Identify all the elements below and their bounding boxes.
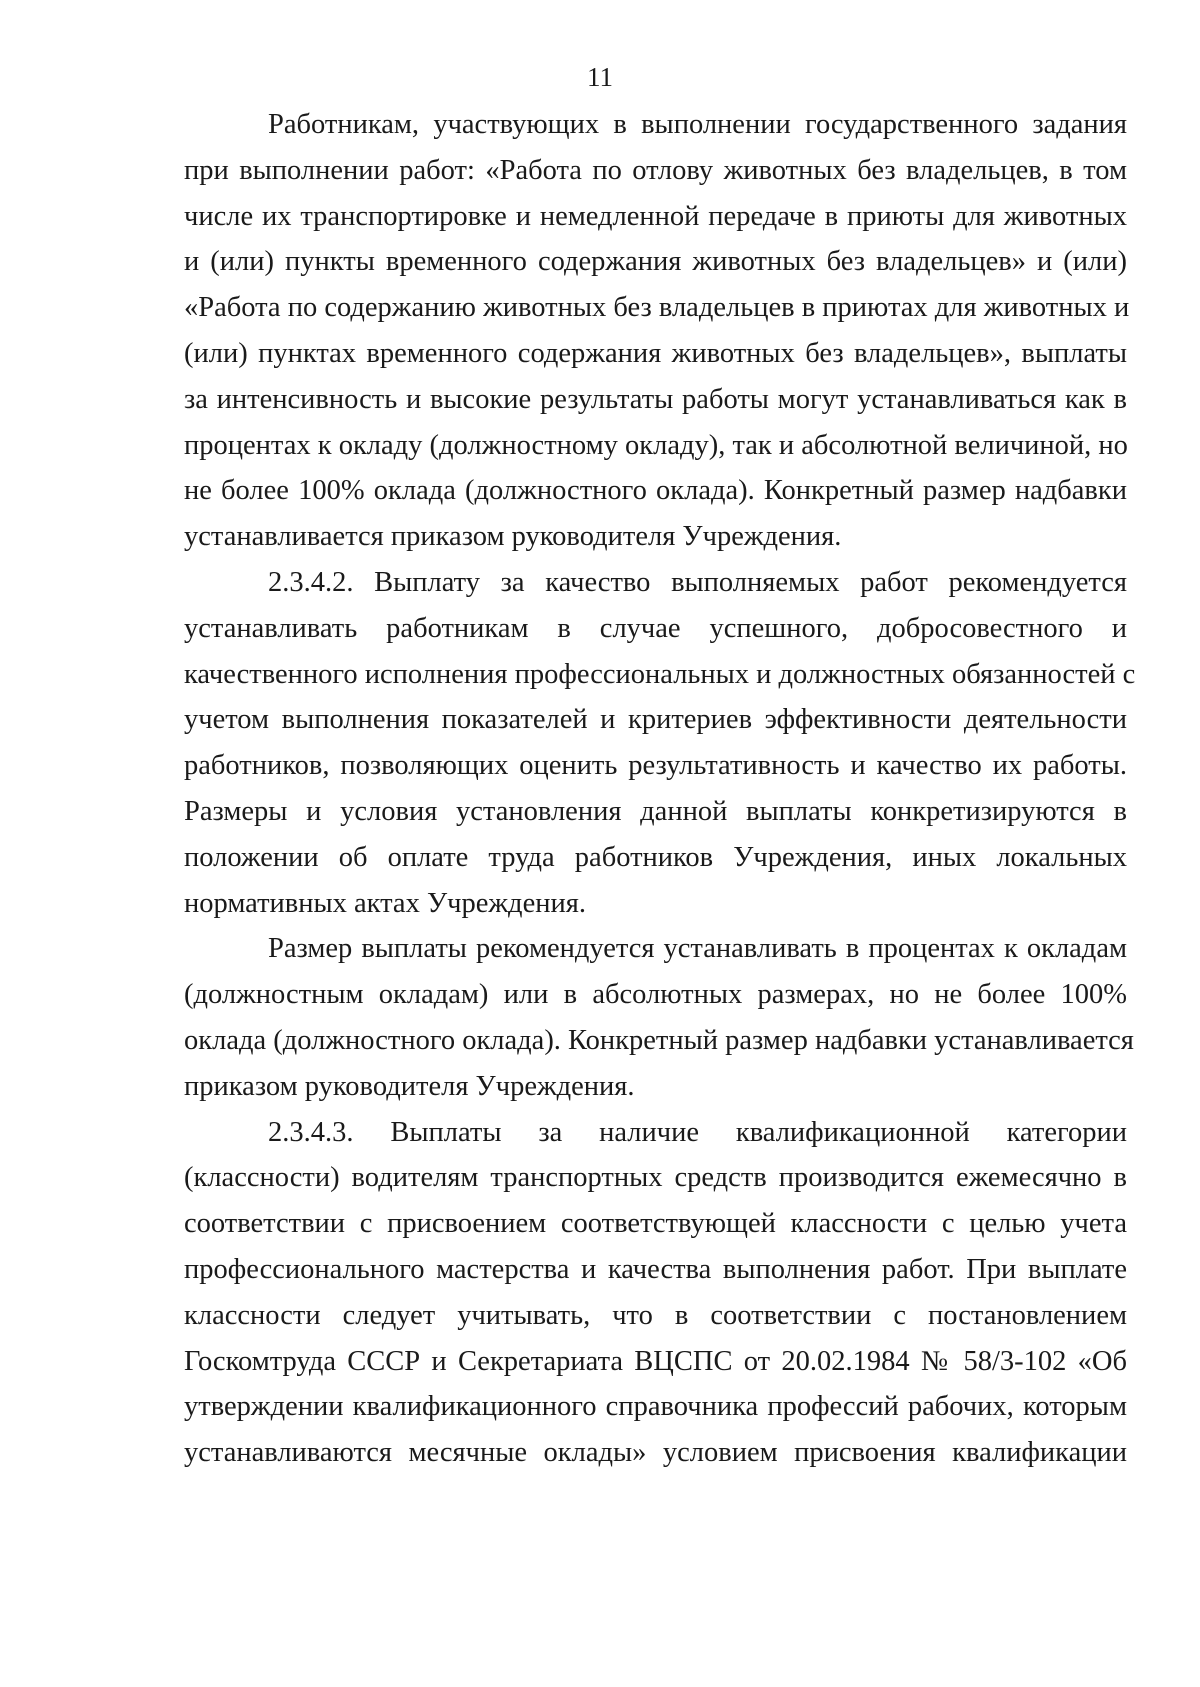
- text-line: не более 100% оклада (должностного оклада). Конкретный размер надбавки: [184, 475, 1127, 507]
- paragraph-2-3-4-2: [184, 560, 1136, 926]
- text-line: (или) пунктах временного содержания животных без владельцев», выплаты: [184, 337, 1127, 369]
- text-line: Размеры и условия установления данной выплаты конкретизируются в: [184, 795, 1127, 827]
- paragraph-2-3-4-3: [184, 1110, 1127, 1476]
- text-line: устанавливать работникам в случае успешного, добросовестного и: [184, 612, 1127, 644]
- text-line: работников, позволяющих оценить результативность и качество их работы.: [184, 750, 1127, 782]
- text-line: устанавливается приказом руководителя Учреждения.: [184, 521, 842, 553]
- text-line: (классности) водителям транспортных средств производится ежемесячно в: [184, 1162, 1127, 1194]
- text-line: за интенсивность и высокие результаты работы могут устанавливаться как в: [184, 383, 1127, 415]
- text-line: Работникам, участвующих в выполнении государственного задания: [268, 109, 1127, 140]
- text-line: процентах к окладу (должностному окладу), так и абсолютной величиной, но: [184, 429, 1128, 461]
- text-line: учетом выполнения показателей и критериев эффективности деятельности: [184, 704, 1127, 736]
- document-body: [184, 102, 1136, 1476]
- text-line: 2.3.4.2. Выплату за качество выполняемых работ рекомендуется: [268, 566, 1127, 598]
- text-line: приказом руководителя Учреждения.: [184, 1070, 635, 1102]
- text-line: классности следует учитывать, что в соответствии с постановлением: [184, 1299, 1127, 1331]
- text-line: (должностным окладам) или в абсолютных размерах, но не более 100%: [184, 979, 1127, 1011]
- paragraph-payment-size: [184, 926, 1134, 1109]
- text-line: Размер выплаты рекомендуется устанавливать в процентах к окладам: [268, 933, 1127, 965]
- text-line: при выполнении работ: «Работа по отлову животных без владельцев, в том: [184, 154, 1127, 186]
- page-number: 11: [587, 62, 613, 92]
- text-line: качественного исполнения профессиональных и должностных обязанностей с: [184, 658, 1136, 690]
- text-line: и (или) пункты временного содержания животных без владельцев» и (или): [184, 246, 1127, 278]
- text-line: устанавливаются месячные оклады» условием присвоения квалификации: [184, 1437, 1127, 1469]
- text-line: положении об оплате труда работников Учреждения, иных локальных: [184, 841, 1127, 873]
- paragraph-workers-intensity: [184, 102, 1130, 560]
- text-line: соответствии с присвоением соответствующей классности с целью учета: [184, 1208, 1127, 1240]
- text-line: числе их транспортировке и немедленной передаче в приюты для животных: [184, 200, 1127, 232]
- text-line: оклада (должностного оклада). Конкретный размер надбавки устанавливается: [184, 1024, 1134, 1056]
- text-line: Госкомтруда СССР и Секретариата ВЦСПС от 20.02.1984 № 58/3-102 «Об: [184, 1345, 1127, 1377]
- text-line: утверждении квалификационного справочника профессий рабочих, которым: [184, 1391, 1127, 1423]
- text-line: «Работа по содержанию животных без владельцев в приютах для животных и: [184, 292, 1130, 324]
- text-line: профессионального мастерства и качества выполнения работ. При выплате: [184, 1253, 1127, 1285]
- text-line: нормативных актах Учреждения.: [184, 887, 586, 919]
- text-line: 2.3.4.3. Выплаты за наличие квалификационной категории: [268, 1116, 1127, 1148]
